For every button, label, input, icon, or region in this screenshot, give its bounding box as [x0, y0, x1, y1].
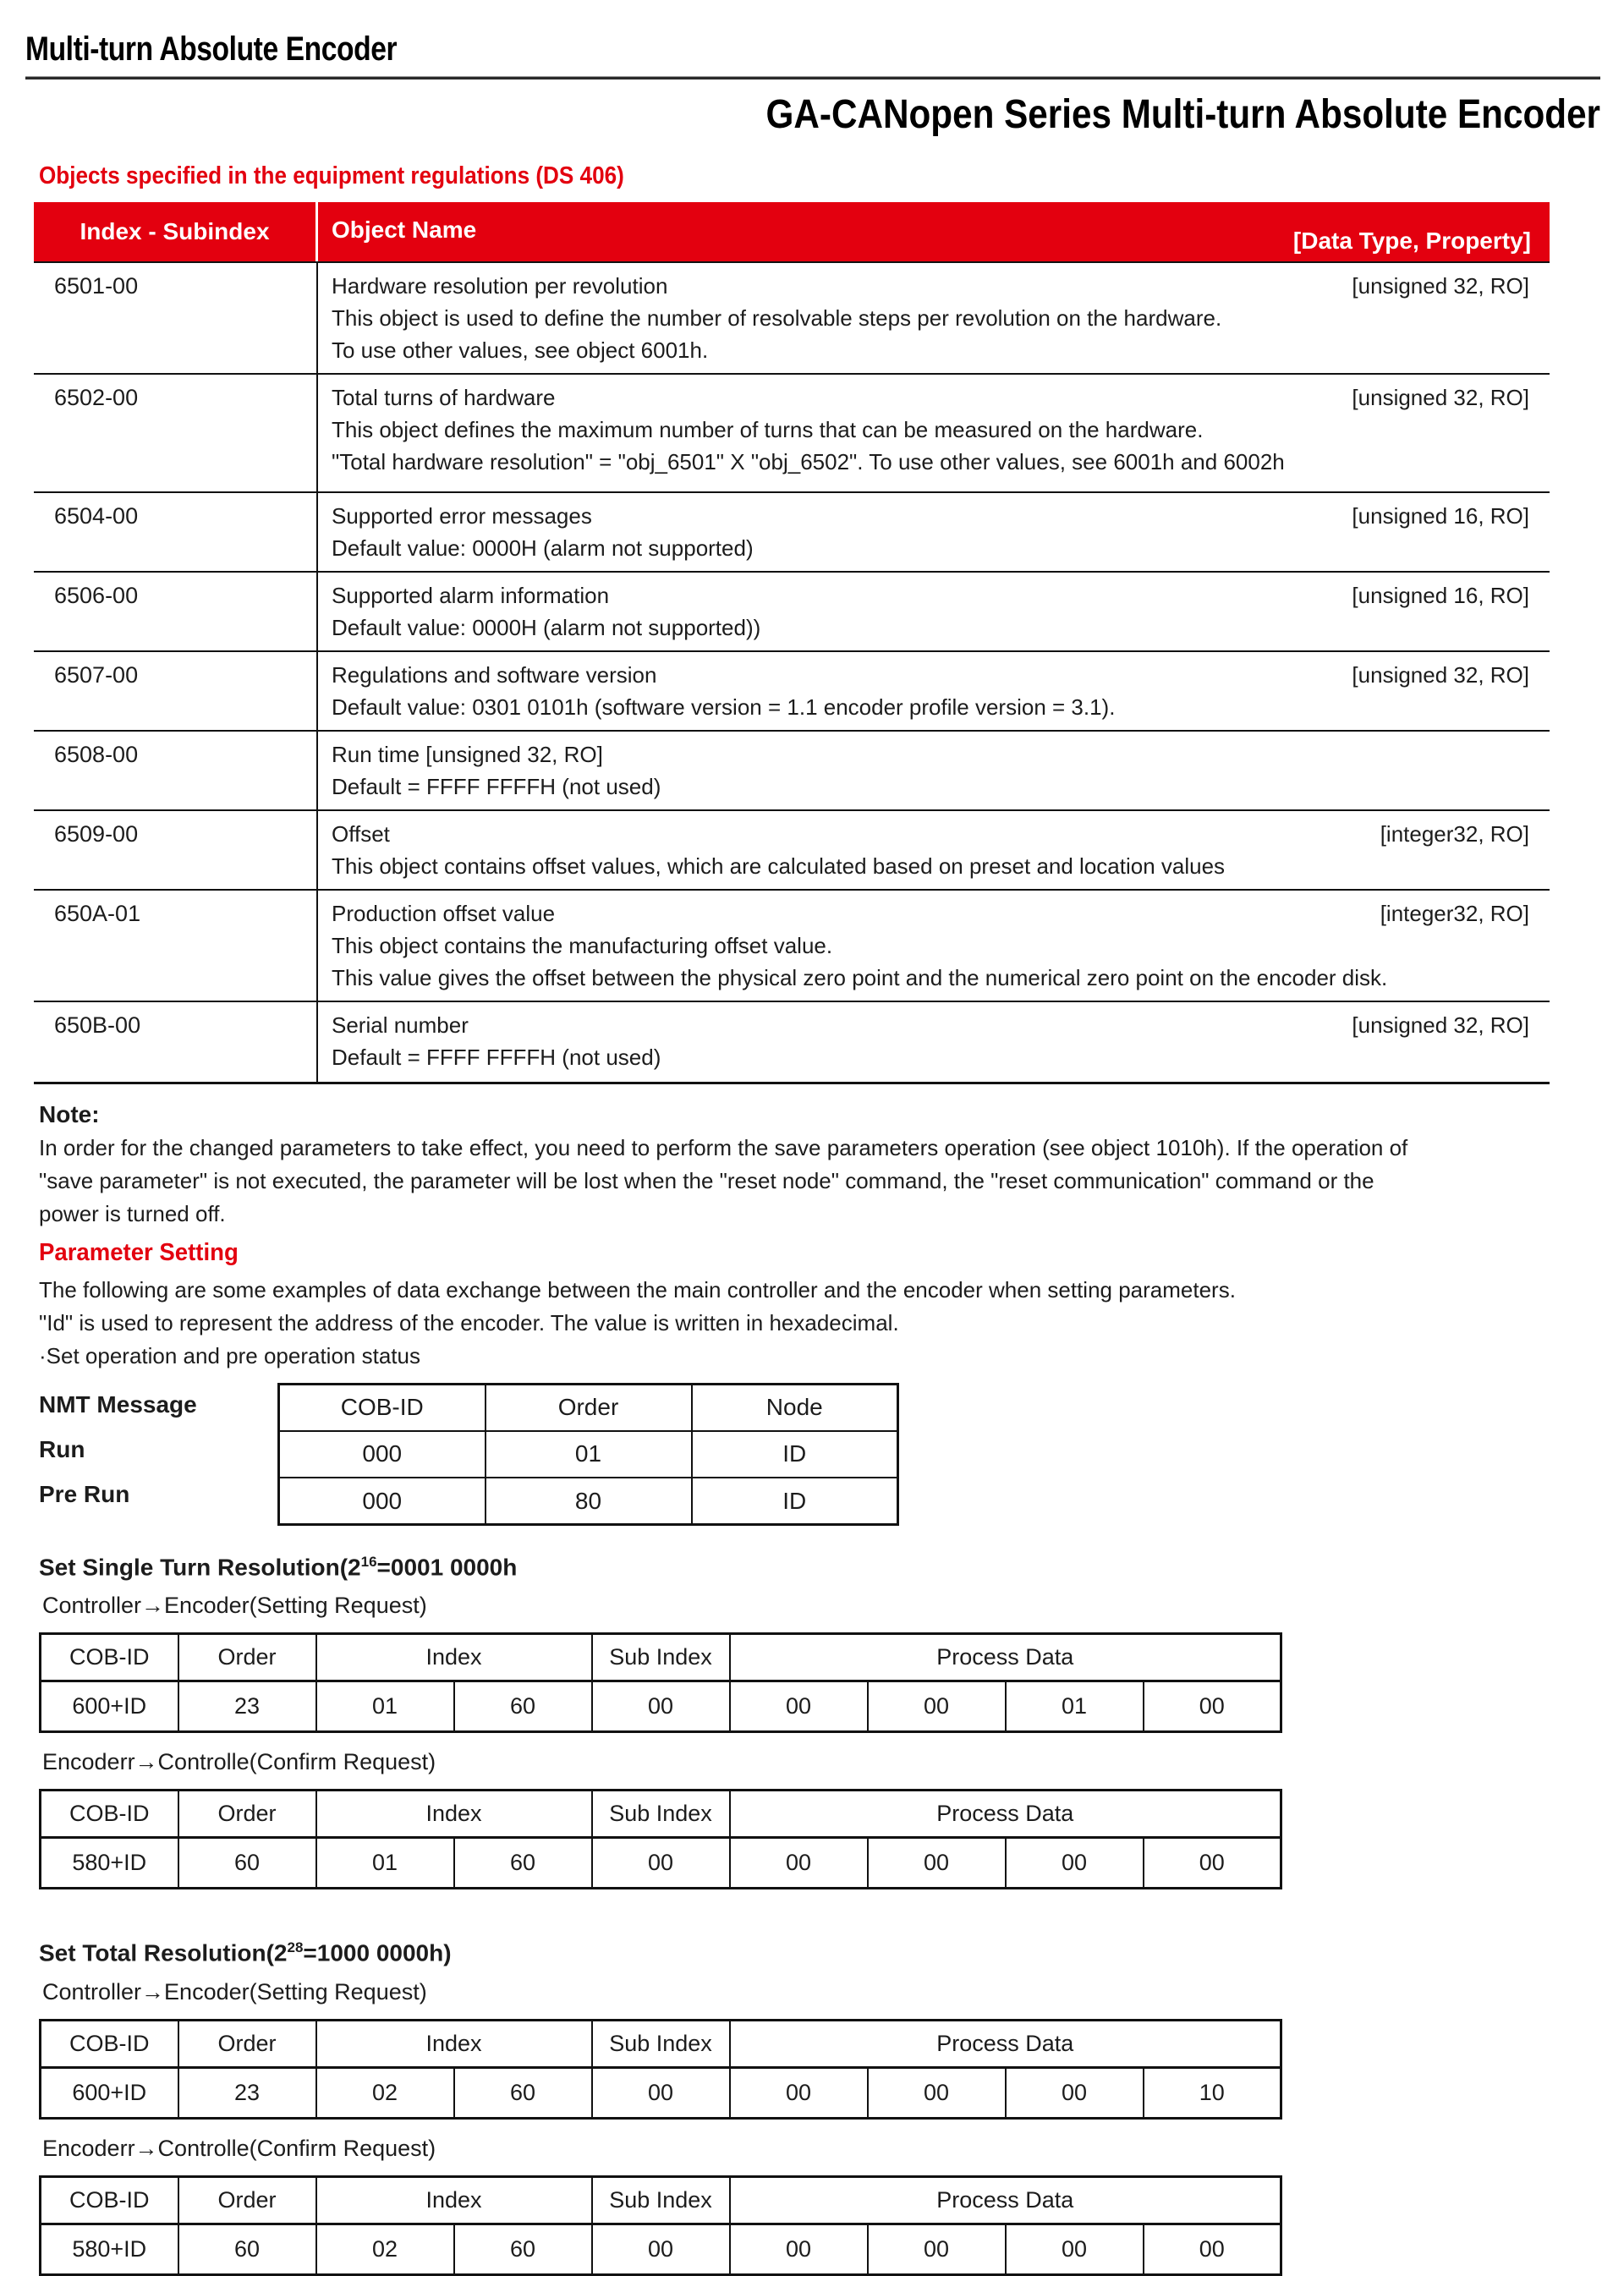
- object-index: 6509-00: [34, 811, 318, 889]
- note-line: power is turned off.: [39, 1201, 226, 1226]
- object-type: [unsigned 32, RO]: [1352, 385, 1529, 410]
- sdo-title-exponent: 16: [360, 1554, 377, 1570]
- sdo-cell: 60: [454, 2224, 592, 2274]
- sdo-header-row: [41, 1791, 1281, 1838]
- sdo-cell: 00: [868, 2224, 1006, 2274]
- sdo-cell: 23: [178, 2067, 316, 2118]
- object-desc: This value gives the offset between the physical zero point and the numerical zero point on the encoder disk.: [332, 965, 1388, 990]
- sdo-header-row: [41, 1634, 1281, 1681]
- sdo-cell: 00: [1006, 2067, 1144, 2118]
- sdo-cell: 60: [178, 2224, 316, 2274]
- sdo-header-process-data: Process Data: [730, 1791, 1281, 1838]
- sdo-cell: 00: [730, 2224, 868, 2274]
- sdo-header-row: [41, 2020, 1281, 2067]
- object-detail: [318, 263, 1550, 373]
- object-desc: This object contains the manufacturing offset value.: [332, 933, 833, 958]
- series-title: GA-CANopen Series Multi-turn Absolute Encoder: [765, 92, 1600, 137]
- nmt-header-cell: Order: [486, 1385, 692, 1431]
- object-index: 6504-00: [34, 493, 318, 571]
- sdo-data-row: [41, 2224, 1281, 2274]
- table-row: [34, 1001, 1550, 1082]
- object-name: Run time [unsigned 32, RO]: [332, 742, 603, 767]
- sdo-request-table: [39, 1632, 1282, 1733]
- object-index: 650B-00: [34, 1002, 318, 1082]
- sdo-title-prefix: Set Total Resolution(2: [39, 1939, 288, 1966]
- sdo-cell: 60: [454, 1838, 592, 1889]
- object-type: [unsigned 16, RO]: [1352, 583, 1529, 608]
- header-divider: [25, 76, 1600, 80]
- object-desc: Default = FFFF FFFFH (not used): [332, 774, 661, 799]
- note-label: Note:: [39, 1101, 100, 1127]
- sdo-header-index: Index: [316, 1634, 592, 1681]
- sdo-cell: 01: [316, 1838, 454, 1889]
- nmt-cell: 000: [279, 1431, 486, 1478]
- object-detail: [318, 375, 1550, 491]
- nmt-cell: 000: [279, 1478, 486, 1524]
- object-type: [unsigned 32, RO]: [1352, 1012, 1529, 1038]
- sdo-header-process-data: Process Data: [730, 2176, 1281, 2224]
- object-desc: To use other values, see object 6001h.: [332, 337, 709, 363]
- sdo-header-sub-index: Sub Index: [592, 2020, 730, 2067]
- sdo-header-order: Order: [178, 1634, 316, 1681]
- sdo-cell: 00: [592, 2224, 730, 2274]
- table-row: [34, 571, 1550, 650]
- sdo-confirm-table: [39, 1789, 1282, 1889]
- object-desc: This object defines the maximum number of turns that can be measured on the hardware.: [332, 417, 1204, 442]
- sdo-header-index: Index: [316, 1791, 592, 1838]
- sdo-cell: 00: [730, 2067, 868, 2118]
- sdo-header-index: Index: [316, 2020, 592, 2067]
- object-detail: [318, 891, 1550, 1001]
- object-table-header-name: Object Name: [332, 217, 477, 243]
- section-gap: [25, 1903, 1600, 1911]
- sdo-cell: 00: [868, 1681, 1006, 1732]
- sdo-cell: 10: [1144, 2067, 1281, 2118]
- parameter-setting-intro: "Id" is used to represent the address of the encoder. The value is written in hexadecimal.: [39, 1310, 899, 1335]
- nmt-table: [277, 1383, 899, 1526]
- sdo-header-cob-id: COB-ID: [41, 1634, 178, 1681]
- sdo-header-cob-id: COB-ID: [41, 2176, 178, 2224]
- object-name: Serial number: [332, 1012, 469, 1038]
- object-desc: Default value: 0000H (alarm not supported): [332, 535, 754, 561]
- object-table-header: [34, 202, 1550, 261]
- table-row: [34, 373, 1550, 491]
- sdo-header-process-data: Process Data: [730, 2020, 1281, 2067]
- object-desc: Default = FFFF FFFFH (not used): [332, 1045, 661, 1070]
- object-name: Offset: [332, 821, 390, 847]
- sdo-cell: 600+ID: [41, 1681, 178, 1732]
- sdo-title-suffix: =1000 0000h): [303, 1939, 452, 1966]
- page-title: Multi-turn Absolute Encoder: [25, 30, 398, 68]
- sdo-cell: 580+ID: [41, 2224, 178, 2274]
- object-name: Supported error messages: [332, 503, 592, 529]
- sdo-confirm-table: [39, 2175, 1282, 2276]
- object-type: [integer32, RO]: [1380, 901, 1529, 926]
- object-name: Production offset value: [332, 901, 556, 926]
- sdo-cell: 00: [1006, 2224, 1144, 2274]
- object-detail: [318, 1002, 1550, 1082]
- nmt-pre-run-row: [279, 1478, 898, 1524]
- sdo-cell: 00: [1144, 1838, 1281, 1889]
- sdo-cell: 60: [454, 1681, 592, 1732]
- sdo-section-title: [39, 1932, 1600, 1969]
- sdo-cell: 00: [592, 2067, 730, 2118]
- object-table-header-type: [Data Type, Property]: [1292, 228, 1531, 254]
- sdo-request-label: Controller→Encoder(Setting Request): [42, 1978, 427, 2005]
- sdo-cell: 00: [730, 1838, 868, 1889]
- object-detail: [318, 732, 1550, 809]
- object-type: [unsigned 32, RO]: [1352, 273, 1529, 299]
- nmt-cell: 01: [486, 1431, 692, 1478]
- nmt-run-row: [279, 1431, 898, 1478]
- nmt-cell: ID: [692, 1431, 898, 1478]
- sdo-confirm-label: Encoderr→Controlle(Confirm Request): [42, 1749, 436, 1775]
- sdo-cell: 01: [316, 1681, 454, 1732]
- sdo-request-table: [39, 2019, 1282, 2120]
- note-line: In order for the changed parameters to take effect, you need to perform the save parameters operation (see object 1010h). If the operation of: [39, 1135, 1408, 1160]
- note-line: "save parameter" is not executed, the parameter will be lost when the "reset node" command, the "reset communication" command or the: [39, 1168, 1374, 1193]
- sdo-cell: 00: [592, 1838, 730, 1889]
- nmt-labels: [39, 1383, 277, 1526]
- sdo-confirm-label: Encoderr→Controlle(Confirm Request): [42, 2135, 436, 2161]
- object-index: 6501-00: [34, 263, 318, 373]
- sdo-header-process-data: Process Data: [730, 1634, 1281, 1681]
- object-index: 6507-00: [34, 652, 318, 730]
- sdo-header-index: Index: [316, 2176, 592, 2224]
- object-name: Supported alarm information: [332, 583, 610, 608]
- sdo-title-exponent: 28: [287, 1939, 304, 1956]
- sdo-cell: 00: [868, 2067, 1006, 2118]
- parameter-setting-heading: Parameter Setting: [39, 1239, 239, 1266]
- sdo-data-row: [41, 1681, 1281, 1732]
- sdo-header-order: Order: [178, 2020, 316, 2067]
- sdo-cell: 00: [1144, 2224, 1281, 2274]
- object-name: Regulations and software version: [332, 662, 657, 688]
- object-type: [unsigned 16, RO]: [1352, 503, 1529, 529]
- sdo-section-title: [39, 1546, 1600, 1583]
- table-row: [34, 650, 1550, 730]
- sdo-title-suffix: =0001 0000h: [376, 1554, 518, 1581]
- object-desc: Default value: 0000H (alarm not supported)): [332, 615, 761, 640]
- nmt-header-cell: Node: [692, 1385, 898, 1431]
- object-detail: [318, 493, 1550, 571]
- sdo-header-cob-id: COB-ID: [41, 2020, 178, 2067]
- sdo-data-row: [41, 1838, 1281, 1889]
- sdo-cell: 02: [316, 2224, 454, 2274]
- object-table-header-right: [318, 202, 1550, 261]
- sdo-header-order: Order: [178, 2176, 316, 2224]
- sdo-cell: 580+ID: [41, 1838, 178, 1889]
- object-index: 6506-00: [34, 573, 318, 650]
- nmt-pre-run-label: Pre Run: [39, 1481, 130, 1507]
- object-desc: This object contains offset values, which are calculated based on preset and location values: [332, 853, 1226, 879]
- sdo-header-sub-index: Sub Index: [592, 1791, 730, 1838]
- parameter-setting-bullet: ·Set operation and pre operation status: [39, 1343, 420, 1368]
- object-detail: [318, 811, 1550, 889]
- object-name: Hardware resolution per revolution: [332, 273, 668, 299]
- table-row: [34, 730, 1550, 809]
- sdo-header-sub-index: Sub Index: [592, 2176, 730, 2224]
- sdo-cell: 00: [868, 1838, 1006, 1889]
- table-row: [34, 491, 1550, 571]
- nmt-header-row: [279, 1385, 898, 1431]
- table-row: [34, 809, 1550, 889]
- nmt-cell: 80: [486, 1478, 692, 1524]
- sdo-cell: 600+ID: [41, 2067, 178, 2118]
- sdo-title-prefix: Set Single Turn Resolution(2: [39, 1554, 361, 1581]
- table-row: [34, 889, 1550, 1001]
- sdo-request-label: Controller→Encoder(Setting Request): [42, 1593, 427, 1619]
- sdo-cell: 23: [178, 1681, 316, 1732]
- sdo-data-row: [41, 2067, 1281, 2118]
- object-type: [integer32, RO]: [1380, 821, 1529, 847]
- sdo-cell: 00: [1144, 1681, 1281, 1732]
- sdo-cell: 60: [178, 1838, 316, 1889]
- object-name: Total turns of hardware: [332, 385, 556, 410]
- object-desc: "Total hardware resolution" = "obj_6501" X "obj_6502". To use other values, see 6001h and 6002h: [332, 449, 1285, 474]
- object-detail: [318, 652, 1550, 730]
- object-index: 6502-00: [34, 375, 318, 491]
- sdo-header-order: Order: [178, 1791, 316, 1838]
- object-table: [34, 202, 1550, 1084]
- object-type: [unsigned 32, RO]: [1352, 662, 1529, 688]
- sdo-header-sub-index: Sub Index: [592, 1634, 730, 1681]
- sdo-header-cob-id: COB-ID: [41, 1791, 178, 1838]
- nmt-message-label: NMT Message: [39, 1391, 197, 1418]
- sdo-cell: 00: [730, 1681, 868, 1732]
- sdo-cell: 01: [1006, 1681, 1144, 1732]
- object-index: 6508-00: [34, 732, 318, 809]
- object-table-header-index: Index - Subindex: [34, 202, 318, 261]
- parameter-setting-intro: The following are some examples of data exchange between the main controller and the encoder when setting parameters.: [39, 1277, 1236, 1303]
- table-row: [34, 261, 1550, 373]
- object-index: 650A-01: [34, 891, 318, 1001]
- objects-section-heading: Objects specified in the equipment regulations (DS 406): [39, 162, 624, 189]
- sdo-header-row: [41, 2176, 1281, 2224]
- object-detail: [318, 573, 1550, 650]
- object-desc: Default value: 0301 0101h (software version = 1.1 encoder profile version = 3.1).: [332, 694, 1116, 720]
- nmt-cell: ID: [692, 1478, 898, 1524]
- nmt-header-cell: COB-ID: [279, 1385, 486, 1431]
- sdo-cell: 00: [1006, 1838, 1144, 1889]
- sdo-cell: 02: [316, 2067, 454, 2118]
- object-desc: This object is used to define the number of resolvable steps per revolution on the hardware.: [332, 305, 1222, 331]
- nmt-run-label: Run: [39, 1436, 85, 1462]
- sdo-cell: 60: [454, 2067, 592, 2118]
- sdo-cell: 00: [592, 1681, 730, 1732]
- nmt-message-block: [39, 1383, 1600, 1526]
